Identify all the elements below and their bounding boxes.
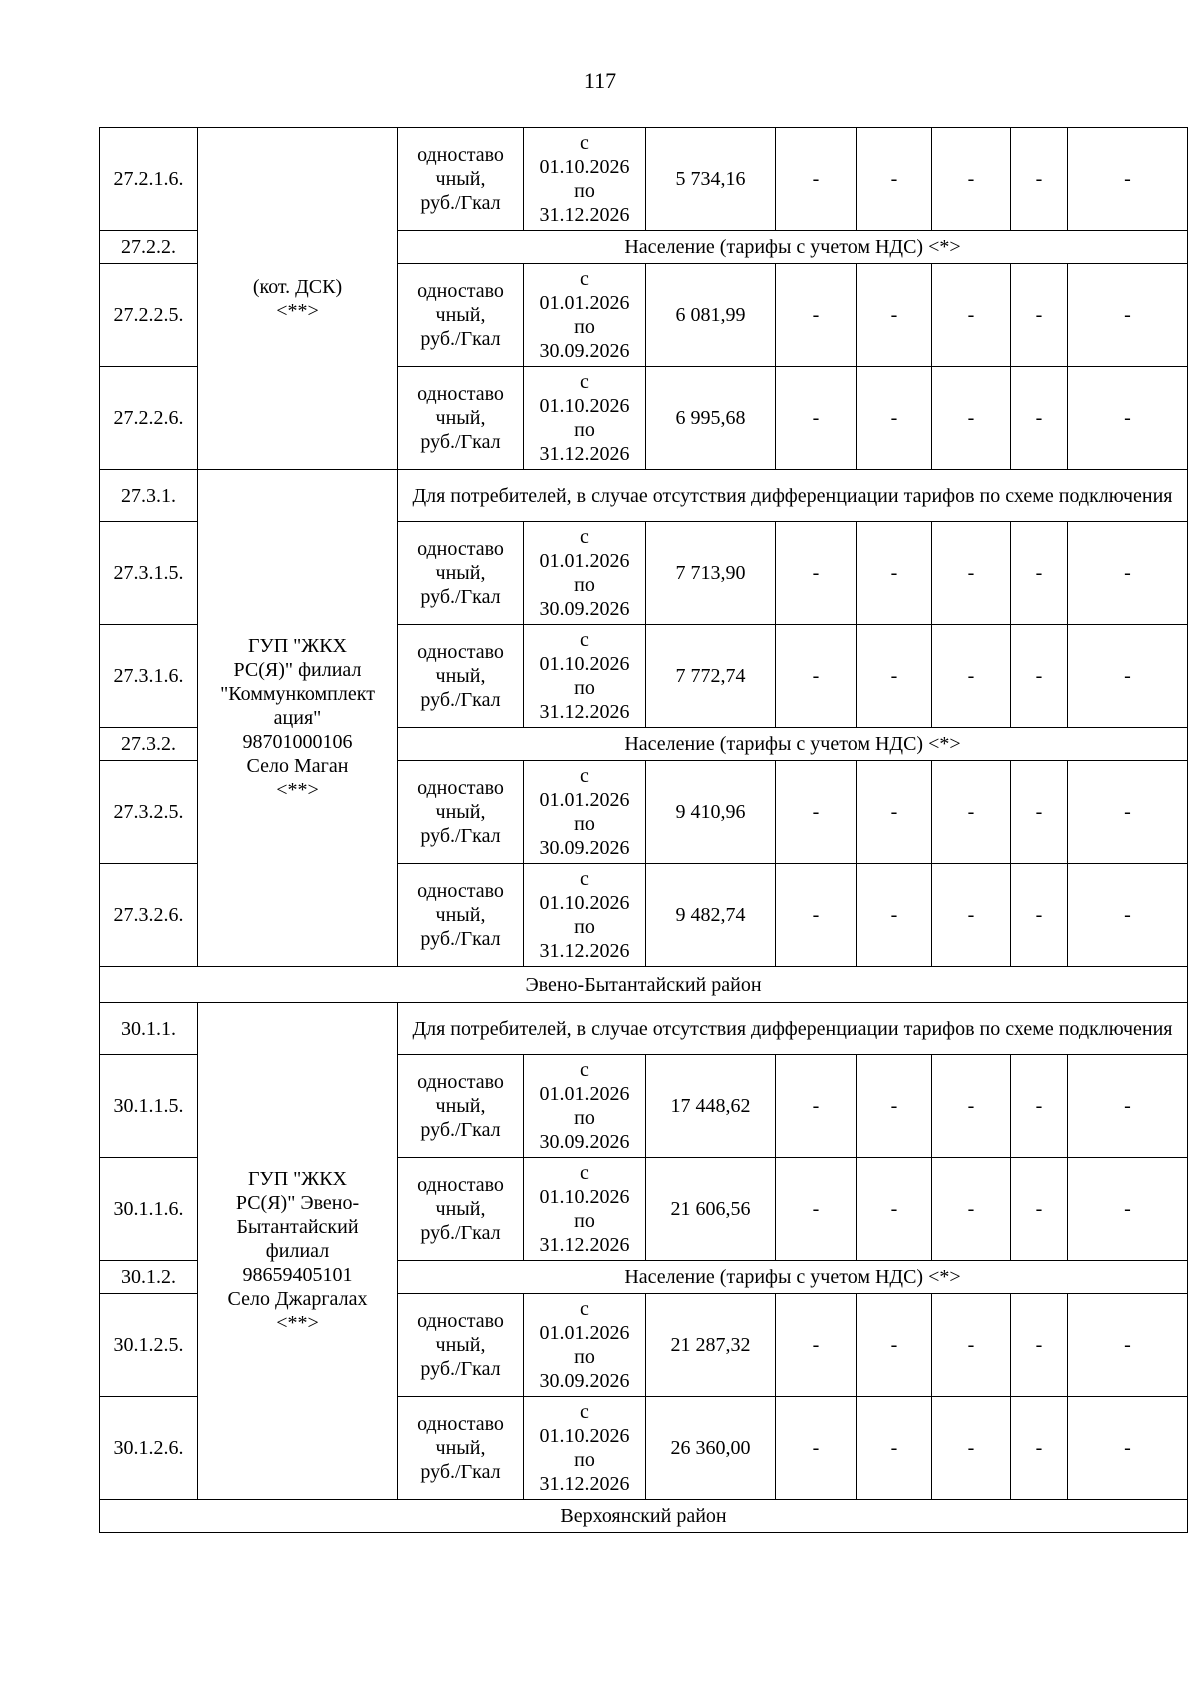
- tariff-value: 21 287,32: [646, 1294, 776, 1397]
- category-label: Население (тарифы с учетом НДС) <*>: [398, 728, 1188, 761]
- dash-cell: -: [1011, 864, 1068, 967]
- dash-cell: -: [857, 367, 932, 470]
- organization-cell: (кот. ДСК) <**>: [198, 128, 398, 470]
- dash-cell: -: [857, 1294, 932, 1397]
- tariff-value: 26 360,00: [646, 1397, 776, 1500]
- row-code: 27.2.2.6.: [100, 367, 198, 470]
- tariff-value: 9 410,96: [646, 761, 776, 864]
- row-code: 27.2.1.6.: [100, 128, 198, 231]
- row-code: 27.2.2.5.: [100, 264, 198, 367]
- period: с 01.10.2026 по 31.12.2026: [524, 1397, 646, 1500]
- dash-cell: -: [857, 1158, 932, 1261]
- dash-cell: -: [1068, 1055, 1188, 1158]
- row-code: 27.3.2.6.: [100, 864, 198, 967]
- dash-cell: -: [932, 625, 1011, 728]
- page-number: 117: [583, 68, 617, 93]
- dash-cell: -: [857, 1397, 932, 1500]
- dash-cell: -: [857, 625, 932, 728]
- dash-cell: -: [1011, 1055, 1068, 1158]
- row-code: 30.1.1.6.: [100, 1158, 198, 1261]
- dash-cell: -: [776, 264, 857, 367]
- organization-cell: ГУП "ЖКХ РС(Я)" филиал "Коммункомплект ация" 98701000106 Село Маган <**>: [198, 470, 398, 967]
- dash-cell: -: [1011, 522, 1068, 625]
- tariff-table: [99, 127, 1188, 1533]
- dash-cell: -: [1068, 625, 1188, 728]
- rate-type: одноставо чный, руб./Гкал: [398, 1294, 524, 1397]
- dash-cell: -: [776, 1055, 857, 1158]
- dash-cell: -: [1011, 1158, 1068, 1261]
- section-head-label: Для потребителей, в случае отсутствия дифференциации тарифов по схеме подключения: [398, 1003, 1188, 1055]
- dash-cell: -: [932, 864, 1011, 967]
- dash-cell: -: [932, 1055, 1011, 1158]
- tariff-value: 7 772,74: [646, 625, 776, 728]
- period: с 01.10.2026 по 31.12.2026: [524, 367, 646, 470]
- dash-cell: -: [1068, 761, 1188, 864]
- rate-type: одноставо чный, руб./Гкал: [398, 864, 524, 967]
- tariff-value: 9 482,74: [646, 864, 776, 967]
- period: с 01.10.2026 по 31.12.2026: [524, 1158, 646, 1261]
- tariff-value: 6 995,68: [646, 367, 776, 470]
- dash-cell: -: [1068, 128, 1188, 231]
- period: с 01.01.2026 по 30.09.2026: [524, 1055, 646, 1158]
- row-code: 30.1.2.: [100, 1261, 198, 1294]
- dash-cell: -: [776, 1158, 857, 1261]
- row-code: 30.1.2.5.: [100, 1294, 198, 1397]
- dash-cell: -: [1011, 128, 1068, 231]
- dash-cell: -: [932, 1397, 1011, 1500]
- tariff-value: 5 734,16: [646, 128, 776, 231]
- dash-cell: -: [1068, 522, 1188, 625]
- dash-cell: -: [857, 761, 932, 864]
- tariff-value: 21 606,56: [646, 1158, 776, 1261]
- dash-cell: -: [932, 1294, 1011, 1397]
- dash-cell: -: [1068, 1397, 1188, 1500]
- period: с 01.01.2026 по 30.09.2026: [524, 264, 646, 367]
- dash-cell: -: [857, 128, 932, 231]
- district-heading: Верхоянский район: [100, 1500, 1188, 1533]
- period: с 01.10.2026 по 31.12.2026: [524, 128, 646, 231]
- dash-cell: -: [776, 1294, 857, 1397]
- rate-type: одноставо чный, руб./Гкал: [398, 522, 524, 625]
- dash-cell: -: [1068, 264, 1188, 367]
- row-code: 27.3.1.: [100, 470, 198, 522]
- row-code: 27.2.2.: [100, 231, 198, 264]
- dash-cell: -: [932, 264, 1011, 367]
- dash-cell: -: [932, 1158, 1011, 1261]
- dash-cell: -: [776, 761, 857, 864]
- organization-cell: ГУП "ЖКХ РС(Я)" Эвено- Бытантайский филиал 98659405101 Село Джаргалах <**>: [198, 1003, 398, 1500]
- period: с 01.10.2026 по 31.12.2026: [524, 625, 646, 728]
- dash-cell: -: [1011, 625, 1068, 728]
- dash-cell: -: [1011, 761, 1068, 864]
- dash-cell: -: [857, 522, 932, 625]
- tariff-value: 17 448,62: [646, 1055, 776, 1158]
- row-code: 30.1.1.: [100, 1003, 198, 1055]
- rate-type: одноставо чный, руб./Гкал: [398, 367, 524, 470]
- rate-type: одноставо чный, руб./Гкал: [398, 264, 524, 367]
- row-code: 27.3.1.6.: [100, 625, 198, 728]
- dash-cell: -: [857, 864, 932, 967]
- row-code: 27.3.2.: [100, 728, 198, 761]
- dash-cell: -: [932, 522, 1011, 625]
- category-label: Население (тарифы с учетом НДС) <*>: [398, 1261, 1188, 1294]
- dash-cell: -: [1011, 264, 1068, 367]
- dash-cell: -: [1068, 1294, 1188, 1397]
- rate-type: одноставо чный, руб./Гкал: [398, 625, 524, 728]
- dash-cell: -: [932, 128, 1011, 231]
- dash-cell: -: [1068, 367, 1188, 470]
- row-code: 27.3.1.5.: [100, 522, 198, 625]
- rate-type: одноставо чный, руб./Гкал: [398, 1397, 524, 1500]
- section-head-label: Для потребителей, в случае отсутствия дифференциации тарифов по схеме подключения: [398, 470, 1188, 522]
- dash-cell: -: [857, 1055, 932, 1158]
- rate-type: одноставо чный, руб./Гкал: [398, 128, 524, 231]
- table-row: [100, 128, 1188, 231]
- category-label: Население (тарифы с учетом НДС) <*>: [398, 231, 1188, 264]
- period: с 01.01.2026 по 30.09.2026: [524, 522, 646, 625]
- row-code: 30.1.2.6.: [100, 1397, 198, 1500]
- rate-type: одноставо чный, руб./Гкал: [398, 1158, 524, 1261]
- period: с 01.01.2026 по 30.09.2026: [524, 1294, 646, 1397]
- section-head-row: [100, 1003, 1188, 1055]
- dash-cell: -: [1068, 1158, 1188, 1261]
- dash-cell: -: [932, 761, 1011, 864]
- dash-cell: -: [1011, 1294, 1068, 1397]
- district-row: [100, 1500, 1188, 1533]
- rate-type: одноставо чный, руб./Гкал: [398, 761, 524, 864]
- row-code: 30.1.1.5.: [100, 1055, 198, 1158]
- dash-cell: -: [857, 264, 932, 367]
- section-head-row: [100, 470, 1188, 522]
- tariff-value: 6 081,99: [646, 264, 776, 367]
- period: с 01.01.2026 по 30.09.2026: [524, 761, 646, 864]
- dash-cell: -: [932, 367, 1011, 470]
- row-code: 27.3.2.5.: [100, 761, 198, 864]
- dash-cell: -: [776, 864, 857, 967]
- dash-cell: -: [776, 625, 857, 728]
- rate-type: одноставо чный, руб./Гкал: [398, 1055, 524, 1158]
- district-heading: Эвено-Бытантайский район: [100, 967, 1188, 1003]
- tariff-value: 7 713,90: [646, 522, 776, 625]
- dash-cell: -: [776, 522, 857, 625]
- dash-cell: -: [776, 128, 857, 231]
- dash-cell: -: [1011, 1397, 1068, 1500]
- dash-cell: -: [1011, 367, 1068, 470]
- dash-cell: -: [776, 1397, 857, 1500]
- district-row: [100, 967, 1188, 1003]
- dash-cell: -: [776, 367, 857, 470]
- period: с 01.10.2026 по 31.12.2026: [524, 864, 646, 967]
- dash-cell: -: [1068, 864, 1188, 967]
